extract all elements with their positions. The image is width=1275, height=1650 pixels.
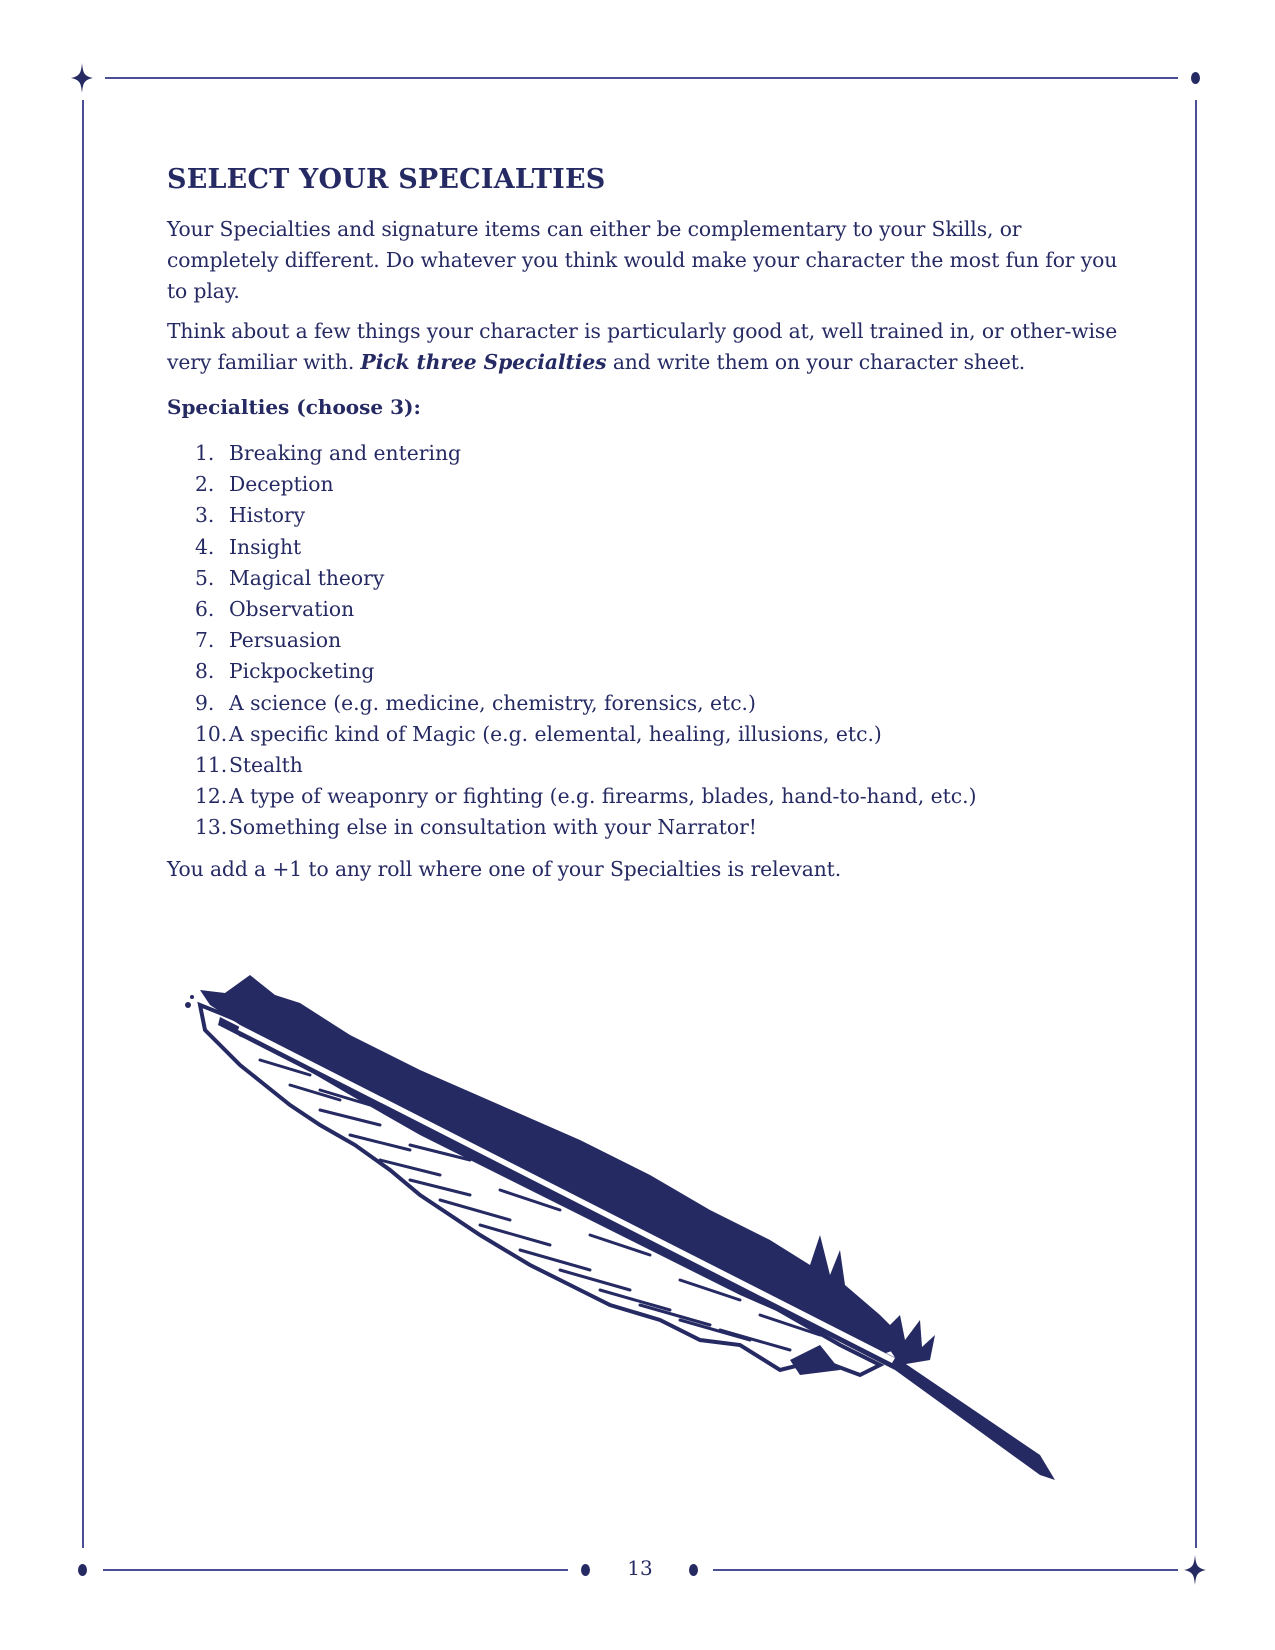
list-item-number: 4. <box>195 534 215 559</box>
list-item <box>195 688 1127 719</box>
list-item-number: 3. <box>195 503 215 528</box>
list-item <box>195 438 1127 469</box>
list-item-number: 9. <box>195 690 215 715</box>
four-point-star-icon <box>1184 1555 1206 1585</box>
list-item-number: 2. <box>195 472 215 497</box>
list-item-text: Stealth <box>229 753 303 778</box>
specialties-list <box>167 438 1127 844</box>
instruction-text-end: and write them on your character sheet. <box>606 350 1026 374</box>
instruction-emphasis: Pick three Specialties <box>360 350 607 374</box>
dot-icon <box>1191 72 1200 84</box>
list-item <box>195 469 1127 500</box>
list-item-text: History <box>229 503 306 528</box>
list-item-text: Breaking and entering <box>229 441 461 465</box>
list-item <box>195 532 1127 563</box>
list-item <box>195 563 1127 594</box>
dot-icon <box>689 1564 698 1576</box>
list-item-text: Pickpocketing <box>229 659 375 684</box>
specialties-section <box>167 160 1127 894</box>
list-item-number: 13. <box>195 815 228 840</box>
instruction-paragraph <box>167 316 1127 378</box>
list-item <box>195 781 1127 812</box>
bottom-rule-left <box>103 1569 568 1571</box>
bottom-rule-right <box>713 1569 1178 1571</box>
dot-icon <box>581 1564 590 1576</box>
list-item-text: A specific kind of Magic (e.g. elemental, healing, illusions, etc.) <box>229 721 882 746</box>
list-item-number: 8. <box>195 659 215 684</box>
list-item-number: 1. <box>195 441 215 465</box>
list-item-text: Insight <box>229 534 302 559</box>
list-item <box>195 812 1127 843</box>
list-item-number: 12. <box>195 784 228 809</box>
list-item-text: A type of weaponry or fighting (e.g. firearms, blades, hand-to-hand, etc.) <box>229 784 977 809</box>
list-item-number: 6. <box>195 597 215 622</box>
closing-paragraph: You add a +1 to any roll where one of your Specialties is relevant. <box>167 856 842 881</box>
right-rule <box>1195 100 1197 1548</box>
list-item-number: 5. <box>195 565 215 590</box>
feather-quill-illustration <box>180 975 1100 1485</box>
list-item-text: Magical theory <box>229 565 385 590</box>
list-item <box>195 625 1127 656</box>
list-item-text: Deception <box>229 472 334 497</box>
list-item <box>195 500 1127 531</box>
left-rule <box>82 100 84 1548</box>
list-item-number: 10. <box>195 721 228 746</box>
dot-icon <box>78 1564 87 1576</box>
list-item <box>195 656 1127 687</box>
list-item <box>195 594 1127 625</box>
instruction-text-start: Think about a few things your character is particularly good at, well trained in, or other-wise very familiar with. <box>167 319 1118 374</box>
list-item <box>195 719 1127 750</box>
top-rule <box>105 77 1178 79</box>
list-item-number: 7. <box>195 628 215 653</box>
list-item-number: 11. <box>195 753 228 778</box>
list-item-text: A science (e.g. medicine, chemistry, forensics, etc.) <box>229 690 756 715</box>
list-item-text: Observation <box>229 597 355 622</box>
section-title: SELECT YOUR SPECIALTIES <box>167 164 606 195</box>
intro-paragraph: Your Specialties and signature items can either be complementary to your Skills, or completely different. Do whatever you think would make your character the most fun for you to play. <box>167 217 1118 303</box>
list-label: Specialties (choose 3): <box>167 395 421 419</box>
list-item-text: Something else in consultation with your Narrator! <box>229 815 757 840</box>
page-number: 13 <box>627 1556 653 1580</box>
four-point-star-icon <box>71 63 93 93</box>
list-item <box>195 750 1127 781</box>
list-item-text: Persuasion <box>229 628 342 653</box>
